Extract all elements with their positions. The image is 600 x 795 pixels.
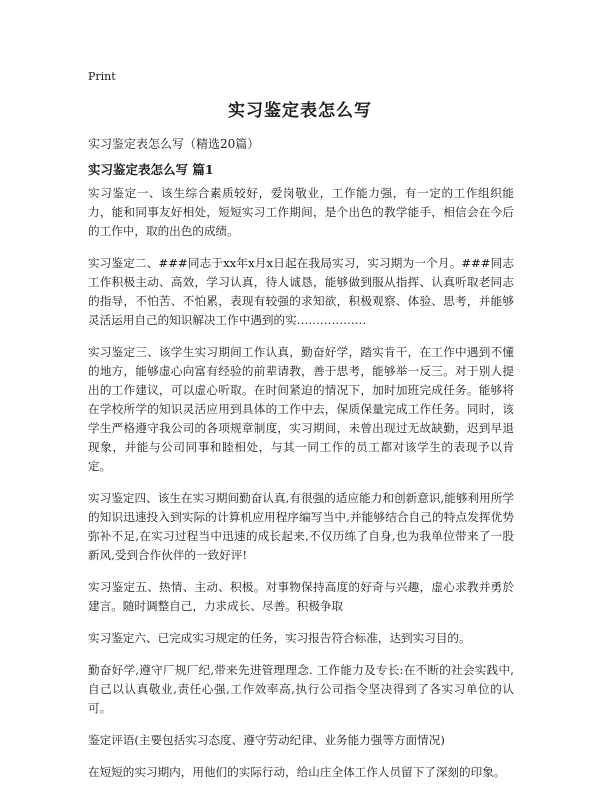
- paragraph-appraisal-4: 实习鉴定四、该生在实习期间勤奋认真,有很强的适应能力和创新意识,能够利用所学的知识迅速投入到实际的计算机应用程序编写当中,并能够结合自己的特点发挥优势弥补不足,在实习过程当中迅速的成长起来,不仅历练了自身,也为我单位带来了一股新风,受到合作伙伴的一致好评!: [88, 491, 514, 562]
- paragraph-appraisal-6: 实习鉴定六、已完成实习规定的任务，实习报告符合标准，达到实习目的。: [88, 631, 471, 645]
- paragraph-closing: 在短短的实习期内，用他们的实际行动，给山庄全体工作人员留下了深刻的印象。: [88, 765, 506, 779]
- paragraph-appraisal-5: 实习鉴定五、热情、主动、积极。对事物保持高度的好奇与兴趣，虚心求教并勇於建言。随时调整自己，力求成长、尽善。积极争取: [88, 580, 514, 613]
- paragraph-appraisal-3: 实习鉴定三、该学生实习期间工作认真，勤奋好学，踏实肯干，在工作中遇到不懂的地方，能够虚心向富有经验的前辈请教，善于思考，能够举一反三。对于别人提出的工作建议，可以虚心听取。在时间紧迫的情况下，加时加班完成任务。能够将在学校所学的知识灵活应用到具体的工作中去，保质保量完成工作任务。同时，该学生严格遵守我公司的各项规章制度，实习期间，未曾出现过无故缺勤，迟到早退现象，并能与公司同事和睦相处，与其一同工作的员工都对该学生的表现予以肯定。: [88, 345, 514, 473]
- paragraph-evaluation-heading: 鉴定评语(主要包括实习态度、遵守劳动纪律、业务能力强等方面情况): [88, 733, 445, 747]
- page-title: 实习鉴定表怎么写: [228, 101, 372, 121]
- section-heading: 实习鉴定表怎么写 篇1: [88, 162, 214, 177]
- print-link[interactable]: Print: [88, 70, 116, 83]
- paragraph-appraisal-2: 实习鉴定二、###同志于xx年x月x日起在我局实习，实习期为一个月。###同志工作积极主动、高效，学习认真，待人诚恳，能够做到服从指挥、认真听取老同志的指导，不怕苦、不怕累，表现有较强的求知欲，积极观察、体验、思考，并能够灵活运用自己的知识解决工作中遇到的实………………: [88, 256, 514, 327]
- document-subtitle: 实习鉴定表怎么写（精选20篇）: [88, 137, 260, 151]
- paragraph-appraisal-1: 实习鉴定一、该生综合素质较好，爱岗敬业，工作能力强，有一定的工作组织能力，能和同事友好相处，短短实习工作期间，是个出色的教学能手，相信会在今后的工作中，取的出色的成绩。: [88, 186, 514, 238]
- document-body: [88, 184, 514, 795]
- paragraph-diligence: 勤奋好学,遵守厂规厂纪,带来先进管理理念. 工作能力及专长:在不断的社会实践中,自己以认真敬业,责任心强,工作效率高,执行公司指令坚决得到了各实习单位的认可。: [88, 663, 514, 715]
